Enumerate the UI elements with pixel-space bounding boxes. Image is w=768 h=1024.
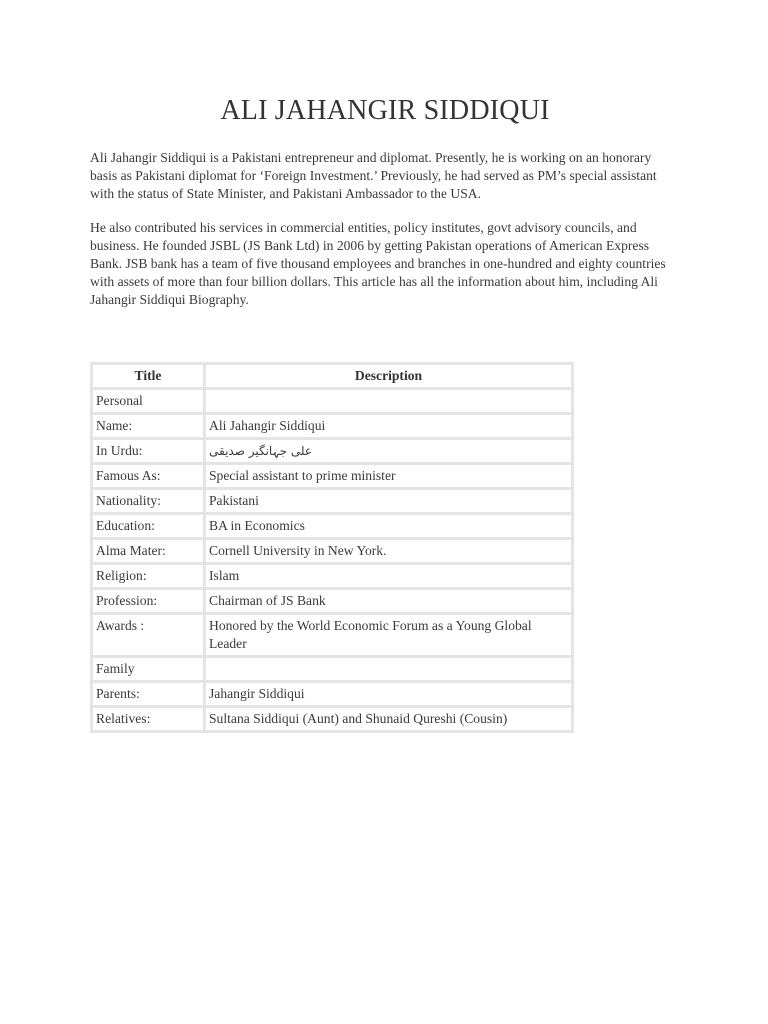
- row-value: [206, 658, 571, 680]
- row-label: Famous As:: [93, 465, 203, 487]
- row-label: Parents:: [93, 683, 203, 705]
- table-row: [93, 590, 571, 612]
- row-label: Education:: [93, 515, 203, 537]
- row-value: BA in Economics: [206, 515, 571, 537]
- header-title: Title: [93, 365, 203, 387]
- table-row: [93, 708, 571, 730]
- row-label: Profession:: [93, 590, 203, 612]
- row-value: Special assistant to prime minister: [206, 465, 571, 487]
- row-value: Islam: [206, 565, 571, 587]
- table-row: [93, 540, 571, 562]
- row-label: Family: [93, 658, 203, 680]
- table-row: [93, 440, 571, 462]
- row-label: Alma Mater:: [93, 540, 203, 562]
- row-label: Relatives:: [93, 708, 203, 730]
- table-row: [93, 565, 571, 587]
- table-header-row: [93, 365, 571, 387]
- row-label: Nationality:: [93, 490, 203, 512]
- header-description: Description: [206, 365, 571, 387]
- row-value: Ali Jahangir Siddiqui: [206, 415, 571, 437]
- row-value: Cornell University in New York.: [206, 540, 571, 562]
- row-value: Pakistani: [206, 490, 571, 512]
- body-paragraph: He also contributed his services in commercial entities, policy institutes, govt advisory councils, and business. He founded JSBL (JS Bank Ltd) in 2006 by getting Pakistan operations of American Express Bank. JSB bank has a team of five thousand employees and branches in one-hundred and eighty countries with assets of more than four billion dollars. This article has all the information about him, including Ali Jahangir Siddiqui Biography.: [90, 220, 666, 307]
- row-value: Sultana Siddiqui (Aunt) and Shunaid Qureshi (Cousin): [206, 708, 571, 730]
- row-label: Personal: [93, 390, 203, 412]
- table-row: [93, 465, 571, 487]
- intro-paragraph: Ali Jahangir Siddiqui is a Pakistani entrepreneur and diplomat. Presently, he is working on an honorary basis as Pakistani diplomat for ‘Foreign Investment.’ Previously, he had served as PM’s special assistant with the status of State Minister, and Pakistani Ambassador to the USA.: [90, 150, 657, 201]
- urdu-name: علی جہانگیر صدیقی: [209, 444, 312, 458]
- table-row: [93, 615, 571, 655]
- table-row: [93, 515, 571, 537]
- row-label: Religion:: [93, 565, 203, 587]
- row-label: Awards :: [93, 615, 203, 655]
- table-row: [93, 490, 571, 512]
- row-value: [206, 390, 571, 412]
- table-row: [93, 390, 571, 412]
- row-value: Jahangir Siddiqui: [206, 683, 571, 705]
- table-row: [93, 683, 571, 705]
- biography-table: [90, 362, 574, 733]
- page-title: ALI JAHANGIR SIDDIQUI: [220, 95, 550, 126]
- table-row: [93, 658, 571, 680]
- table-row: [93, 415, 571, 437]
- row-value: [206, 440, 571, 462]
- row-label: In Urdu:: [93, 440, 203, 462]
- row-label: Name:: [93, 415, 203, 437]
- row-value: Chairman of JS Bank: [206, 590, 571, 612]
- row-value: Honored by the World Economic Forum as a Young Global Leader: [206, 615, 571, 655]
